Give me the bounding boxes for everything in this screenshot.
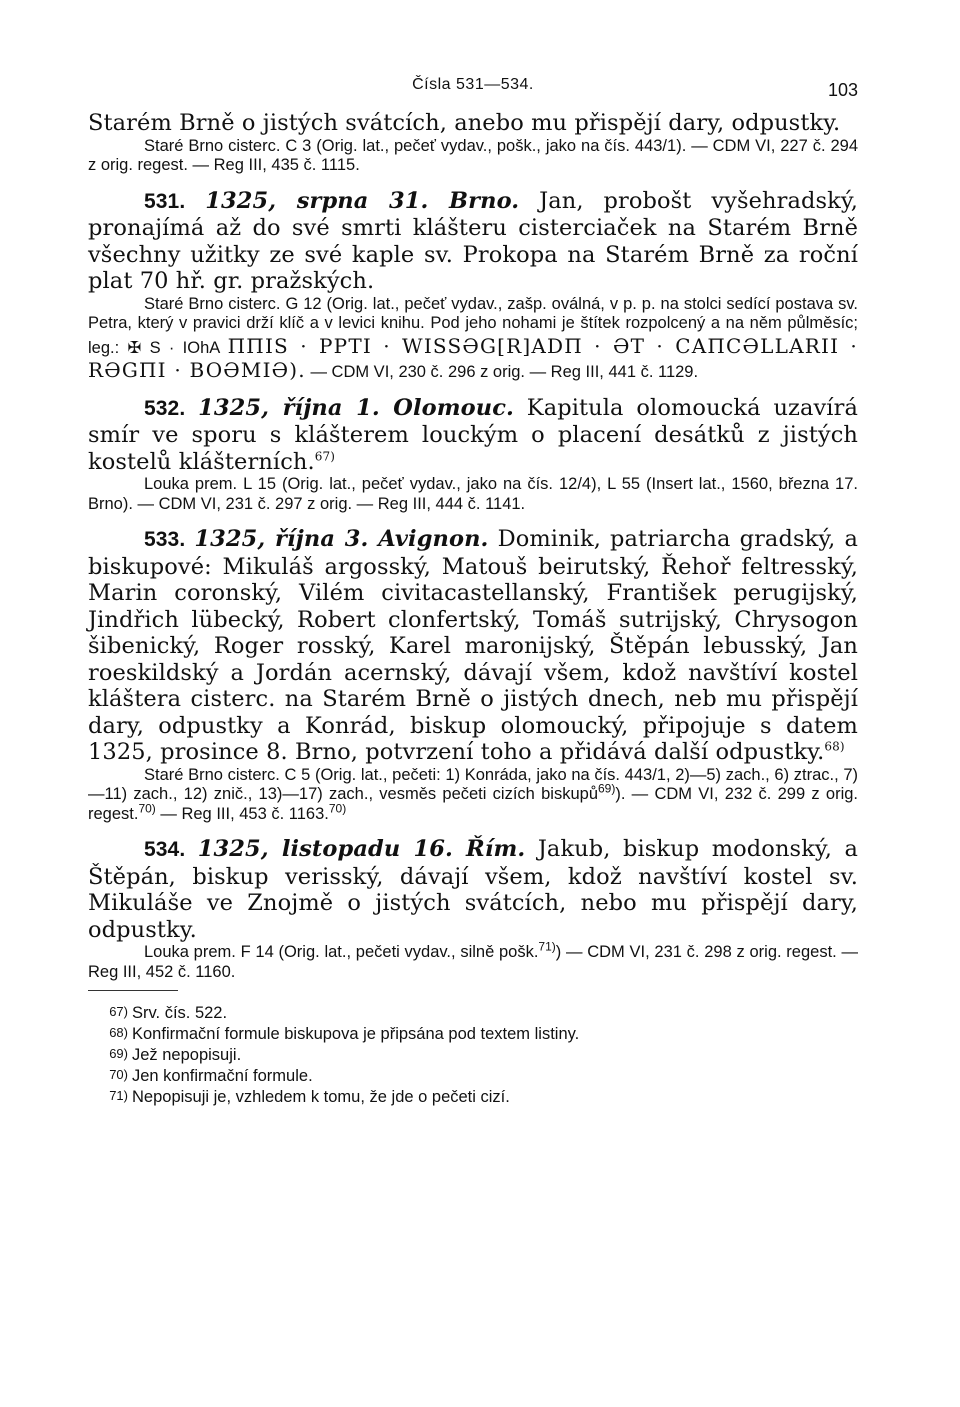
entry-date: 1325, října 1. Olomouc. (198, 394, 514, 421)
footnote-text: Jen konfirmační formule. (132, 1067, 313, 1085)
entry-body (88, 188, 858, 295)
footnote-mark: 68) (109, 1025, 128, 1040)
entry-body (88, 395, 858, 476)
footnote (88, 1045, 858, 1066)
footnote (88, 1003, 858, 1024)
entry-note-part: — Reg III, 453 č. 1163. (155, 804, 329, 823)
document-page (88, 70, 858, 1108)
entry-text: Jakub, biskup modonský, a Štěpán, biskup verisský, dávají všem, kdož navštíví kostel sv. Mikuláše ve Znojmě o jistých svátcích, nebo mu přispějí dary, odpustky. (88, 836, 858, 943)
entry-532 (88, 395, 858, 515)
footnotes (88, 1003, 858, 1108)
footnote (88, 1024, 858, 1045)
entry-note-part: ). — CDM VI, 232 č. 299 z orig. regest. (88, 785, 858, 823)
entry-531 (88, 188, 858, 383)
entry-note (88, 295, 858, 383)
entry-note-part: Staré Brno cisterc. C 5 (Orig. lat., pečeti: 1) Konráda, jako na čís. 443/1, 2)—5) zach., 6) ztrac., 7)—11) zach., 12) znič., 13)—17) zach., vesměs pečeti cizích biskupů (88, 765, 858, 803)
page-header (88, 70, 858, 110)
entry-date: 1325, listopadu 16. Řím. (197, 836, 526, 862)
entry-note-part: ) — CDM VI, 231 č. 298 z orig. regest. — Reg III, 452 č. 1160. (88, 943, 858, 981)
entry-533 (88, 526, 858, 824)
intro-text: Starém Brně o jistých svátcích, anebo mu přispějí dary, odpustky. (88, 110, 841, 136)
footnote-mark: 67) (109, 1004, 128, 1019)
entry-note (88, 939, 858, 982)
footnote-ref: 69) (598, 781, 616, 796)
entry-number: 532. (144, 396, 186, 420)
footnote-text: Jež nepopisuji. (132, 1046, 242, 1064)
entry-text: Jan, probošt vyšehradský, pronajímá až do své smrti klášteru cisterciaček na Starém Brně všechny užitky ze své kaple sv. Prokopa na Starém Brně za roční plat 70 hř. gr. pražských. (88, 187, 858, 294)
footnote-ref: 67) (314, 449, 336, 463)
footnote-text: Konfirmační formule biskupova je připsána pod textem listiny. (132, 1025, 580, 1043)
entry-body (88, 526, 858, 766)
footnote-mark: 71) (109, 1088, 128, 1103)
footnote-text: Srv. čís. 522. (132, 1004, 228, 1022)
entry-number: 533. (144, 528, 186, 551)
footnote-text: Nepopisuji je, vzhledem k tomu, že jde o pečeti cizí. (132, 1088, 510, 1106)
footnote-ref: 70) (328, 801, 347, 815)
footnote-ref: 70) (138, 801, 156, 815)
entry-date: 1325, srpna 31. Brno. (205, 187, 520, 214)
footnote-divider (88, 990, 178, 991)
entry-text: Kapitula olomoucká uzavírá smír ve sporu s klášterem louckým o placení desátků z jistých kostelů klášterních. (88, 394, 858, 475)
entry-body (88, 836, 858, 943)
entry-note: Louka prem. L 15 (Orig. lat., pečeť vydav., jako na čís. 12/4), L 55 (Insert lat., 1560, března 17. Brno). — CDM VI, 231 č. 297 z orig. — Reg III, 444 č. 1141. (88, 475, 858, 513)
entry-note-text: Staré Brno cisterc. G 12 (Orig. lat., pečeť vydav., zašp. oválná, v p. p. na stolci sedící postava sv. Petra, který v pravici drží klíč a v levici knihu. Pod jeho nohami je štítek rozpolcený a na něm půlměsíc; leg.: ✠ S · IOhA (88, 294, 858, 357)
entry-number: 531. (144, 189, 186, 213)
footnote-ref: 71) (538, 939, 556, 954)
footnote-ref: 68) (824, 739, 845, 754)
page-number: 103 (827, 80, 858, 100)
entry-note (88, 766, 858, 825)
footnote (88, 1066, 858, 1087)
entry-text: Dominik, patriarcha gradský, a biskupové: Mikuláš argosský, Matouš beirutský, Řehoř feltresský, Marin coronský, Vilém civitacastellanský, František perugijský, Jindřich lübecký, Robert clonfertský, Tomáš sutrijský, Chrysogon šibenický, Roger rosský, Karel maronijský, Štěpán lebusský, Jan roeskildský a Jordán acernský, dávají všem, kdož navštíví kostel kláštera cisterc. na Starém Brně o jistých dnech, neb mu přispějí dary, odpustky a Konrád, biskup olomoucký, připojuje s datem 1325, prosince 8. Brno, potvrzení toho a přidává další odpustky. (88, 526, 858, 765)
footnote-mark: 70) (109, 1067, 128, 1082)
intro-note: Staré Brno cisterc. C 3 (Orig. lat., pečeť vydav., pošk., jako na čís. 443/1). — CDM VI, 227 č. 294 z orig. regest. — Reg III, 435 č. 1115. (88, 136, 858, 174)
entry-534 (88, 836, 858, 982)
footnote-mark: 69) (109, 1046, 128, 1061)
footnote (88, 1087, 858, 1108)
running-title: Čísla 531—534. (412, 76, 534, 93)
entry-note-end: — CDM VI, 230 č. 296 z orig. — Reg III, 441 č. 1129. (310, 363, 699, 381)
entry-number: 534. (144, 838, 186, 861)
entry-note-part: Louka prem. F 14 (Orig. lat., pečeti vydav., silně pošk. (144, 943, 539, 961)
entry-date: 1325, října 3. Avignon. (194, 526, 489, 552)
seal-legend: ΠΠIS · PPTI · WISSƏG[R]ADΠ · ƏT · CAΠCƏLLARII · RƏGΠI · BOƏMIƏ). (88, 333, 858, 382)
